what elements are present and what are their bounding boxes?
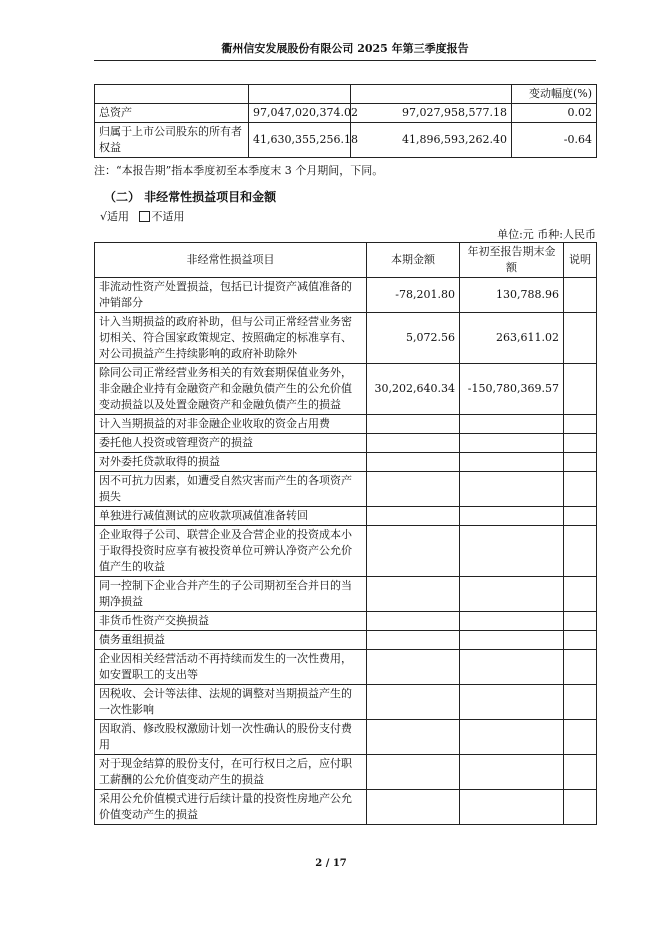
non-recurring-table	[94, 242, 597, 825]
balance-table	[94, 84, 597, 158]
cell-current: -78,201.80	[367, 278, 460, 313]
table-row	[95, 453, 597, 472]
table-row	[95, 434, 597, 453]
cell-item: 除同公司正常经营业务相关的有效套期保值业务外，非金融企业持有金融资产和金融负债产生的公允价值变动损益以及处置金融资产和金融负债产生的损益	[95, 364, 367, 415]
cell-current	[367, 790, 460, 825]
cell-item: 计入当期损益的对非金融企业收取的资金占用费	[95, 415, 367, 434]
cell-note	[564, 472, 597, 507]
unit-line: 单位:元 币种:人民币	[497, 228, 596, 241]
cell-item: 非货币性资产交换损益	[95, 612, 367, 631]
checkbox-icon	[139, 211, 150, 222]
cell-current: 30,202,640.34	[367, 364, 460, 415]
cell-item: 单独进行减值测试的应收款项减值准备转回	[95, 507, 367, 526]
cell-ytd: -150,780,369.57	[460, 364, 564, 415]
table-row	[95, 577, 597, 612]
cell-item: 企业取得子公司、联营企业及合营企业的投资成本小于取得投资时应享有被投资单位可辨认净资产公允价值产生的收益	[95, 526, 367, 577]
cell-note	[564, 434, 597, 453]
col-item-header: 非经常性损益项目	[95, 243, 367, 278]
row-current: 97,047,020,374.02	[249, 104, 351, 123]
cell-current	[367, 612, 460, 631]
cell-note	[564, 650, 597, 685]
cell-ytd	[460, 472, 564, 507]
table-row	[95, 415, 597, 434]
applicability	[100, 208, 185, 224]
cell-item: 因取消、修改股权激励计划一次性确认的股份支付费用	[95, 720, 367, 755]
cell-item: 委托他人投资或管理资产的损益	[95, 434, 367, 453]
cell-current	[367, 507, 460, 526]
table-header-row	[95, 243, 597, 278]
cell-item: 采用公允价值模式进行后续计量的投资性房地产公允价值变动产生的损益	[95, 790, 367, 825]
cell-ytd: 130,788.96	[460, 278, 564, 313]
table-row	[95, 472, 597, 507]
page-number: 2 / 17	[315, 858, 347, 869]
cell-ytd	[460, 526, 564, 577]
table-row	[95, 720, 597, 755]
cell-note	[564, 278, 597, 313]
table-row	[95, 631, 597, 650]
cell-item: 对于现金结算的股份支付，在可行权日之后，应付职工薪酬的公允价值变动产生的损益	[95, 755, 367, 790]
applicable-label: √适用	[100, 210, 130, 223]
cell-item: 债务重组损益	[95, 631, 367, 650]
table-row	[95, 313, 597, 364]
row-previous: 41,896,593,262.40	[351, 123, 512, 158]
section-title: （二） 非经常性损益项目和金额	[104, 190, 277, 204]
row-change: -0.64	[512, 123, 597, 158]
table-row	[95, 650, 597, 685]
cell-item: 企业因相关经营活动不再持续而发生的一次性费用，如安置职工的支出等	[95, 650, 367, 685]
table-row	[95, 278, 597, 313]
cell-ytd	[460, 631, 564, 650]
table-row	[95, 755, 597, 790]
cell-item: 因不可抗力因素，如遭受自然灾害而产生的各项资产损失	[95, 472, 367, 507]
cell-current: 5,072.56	[367, 313, 460, 364]
table-row	[95, 612, 597, 631]
page-header: 衢州信安发展股份有限公司 2025 年第三季度报告	[94, 40, 596, 61]
cell-ytd	[460, 507, 564, 526]
cell-ytd	[460, 685, 564, 720]
cell-note	[564, 364, 597, 415]
cell-note	[564, 755, 597, 790]
cell-ytd	[460, 434, 564, 453]
cell-note	[564, 631, 597, 650]
cell-current	[367, 685, 460, 720]
table-row	[95, 526, 597, 577]
cell-ytd: 263,611.02	[460, 313, 564, 364]
cell-item: 因税收、会计等法律、法规的调整对当期损益产生的一次性影响	[95, 685, 367, 720]
row-current: 41,630,355,256.18	[249, 123, 351, 158]
cell-note	[564, 577, 597, 612]
row-previous: 97,027,958,577.18	[351, 104, 512, 123]
cell-current	[367, 472, 460, 507]
cell-ytd	[460, 790, 564, 825]
cell-current	[367, 526, 460, 577]
cell-current	[367, 415, 460, 434]
cell-item: 同一控制下企业合并产生的子公司期初至合并日的当期净损益	[95, 577, 367, 612]
not-applicable-label: 不适用	[151, 210, 185, 223]
cell-ytd	[460, 577, 564, 612]
cell-item: 计入当期损益的政府补助，但与公司正常经营业务密切相关、符合国家政策规定、按照确定的标准享有、对公司损益产生持续影响的政府补助除外	[95, 313, 367, 364]
cell-ytd	[460, 650, 564, 685]
cell-current	[367, 631, 460, 650]
cell-current	[367, 755, 460, 790]
cell-current	[367, 577, 460, 612]
cell-current	[367, 720, 460, 755]
row-change: 0.02	[512, 104, 597, 123]
col-current-header: 本期金额	[367, 243, 460, 278]
cell-note	[564, 685, 597, 720]
cell-item: 非流动性资产处置损益，包括已计提资产减值准备的冲销部分	[95, 278, 367, 313]
cell-note	[564, 507, 597, 526]
cell-note	[564, 453, 597, 472]
table-row	[95, 507, 597, 526]
col-note-header: 说明	[564, 243, 597, 278]
cell-note	[564, 313, 597, 364]
cell-ytd	[460, 415, 564, 434]
cell-current	[367, 453, 460, 472]
cell-note	[564, 612, 597, 631]
table-header-row	[95, 85, 597, 104]
cell-ytd	[460, 612, 564, 631]
cell-current	[367, 650, 460, 685]
cell-ytd	[460, 755, 564, 790]
cell-note	[564, 526, 597, 577]
cell-ytd	[460, 720, 564, 755]
cell-current	[367, 434, 460, 453]
row-label: 归属于上市公司股东的所有者权益	[95, 123, 249, 158]
cell-ytd	[460, 453, 564, 472]
cell-note	[564, 415, 597, 434]
table-row	[95, 685, 597, 720]
cell-note	[564, 790, 597, 825]
change-header: 变动幅度(%)	[512, 85, 597, 104]
table-row	[95, 104, 597, 123]
table-row	[95, 790, 597, 825]
cell-item: 对外委托贷款取得的损益	[95, 453, 367, 472]
table-row	[95, 364, 597, 415]
row-label: 总资产	[95, 104, 249, 123]
note: 注：“本报告期”指本季度初至本季度末 3 个月期间，下同。	[94, 164, 384, 177]
cell-note	[564, 720, 597, 755]
col-ytd-header: 年初至报告期末金额	[460, 243, 564, 278]
table-row	[95, 123, 597, 158]
